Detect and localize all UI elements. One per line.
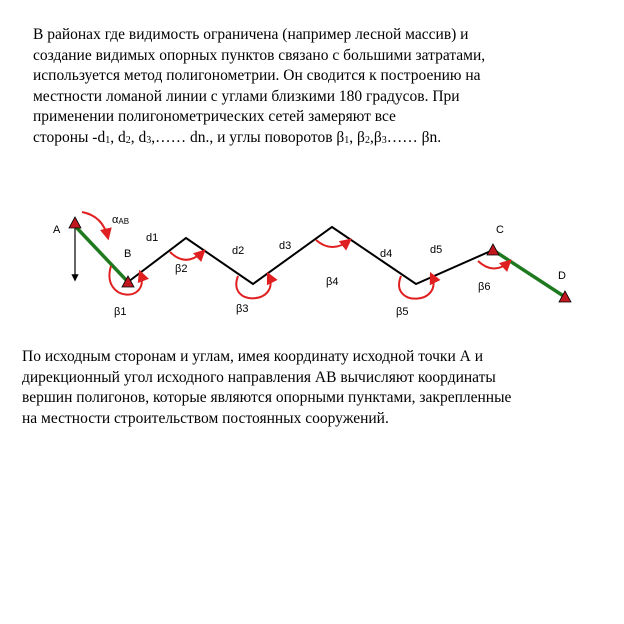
beta6-arc (478, 261, 510, 269)
subscript: 3 (146, 134, 152, 146)
side-label-d5: d5 (430, 244, 443, 256)
angle-label-beta2: β2 (175, 263, 188, 275)
text-run: ,β (369, 128, 382, 146)
conclusion-paragraph (22, 347, 511, 429)
intro-line-2: создание видимых опорных пунктов связано с большими затратами, (33, 46, 486, 64)
station-a-marker (69, 217, 81, 228)
text-run: ,…… dn., и углы поворотов β (151, 128, 345, 146)
angle-label-beta3: β3 (236, 303, 249, 315)
angle-label-beta1: β1 (114, 306, 127, 318)
point-label-d: D (558, 270, 566, 282)
conclusion-line-2: дирекционный угол исходного направления АВ вычисляют координаты (22, 368, 496, 386)
beta4-arc (316, 240, 350, 247)
subscript: 1 (105, 134, 111, 146)
text-run: …… βn. (386, 128, 442, 146)
alpha-ab-label (112, 214, 129, 226)
side-label-d4: d4 (380, 248, 393, 260)
conclusion-line-3: вершин полигонов, которые являются опорными пунктами, закрепленные (22, 389, 512, 406)
text-run: стороны -d (33, 128, 106, 146)
point-label-c: C (496, 224, 504, 236)
text-run: , d (130, 128, 147, 146)
angle-label-beta4: β4 (326, 276, 339, 288)
intro-line-6 (33, 128, 485, 152)
known-side-cd (493, 250, 565, 297)
intro-line-4: местности ломаной линии с углами близкими 180 градусов. При (33, 87, 460, 105)
subscript: 2 (364, 134, 370, 146)
alpha-symbol: α (112, 214, 119, 226)
text-run: , β (349, 128, 365, 146)
angle-label-beta5: β5 (396, 306, 409, 318)
side-label-d2: d2 (232, 245, 245, 257)
intro-line-5: применении полигонометрических сетей замеряют все (33, 108, 396, 125)
known-side-ab (75, 226, 128, 282)
point-label-a: A (53, 224, 61, 236)
intro-line-1: В районах где видимость ограничена (например лесной массив) и (33, 26, 469, 43)
subscript: 2 (125, 134, 131, 146)
alpha-subscript: AB (118, 217, 130, 226)
side-label-d3: d3 (279, 240, 292, 252)
side-label-d1: d1 (146, 232, 159, 244)
text-run: , d (110, 128, 126, 146)
subscript: 1 (344, 134, 350, 146)
conclusion-line-1: По исходным сторонам и углам, имея координату исходной точки А и (22, 348, 483, 365)
conclusion-line-4: на местности строительством постоянных сооружений. (22, 409, 389, 427)
point-label-b: B (124, 248, 132, 260)
subscript: 3 (381, 134, 387, 146)
angle-label-beta6: β6 (478, 281, 491, 293)
intro-paragraph (33, 25, 485, 151)
alpha-ab-arc (82, 212, 108, 238)
polygonometry-traverse-diagram (0, 195, 624, 325)
beta2-arc (170, 251, 204, 260)
beta3-arc (236, 274, 270, 298)
station-c-marker (487, 244, 499, 255)
intro-line-3: используется метод полигонометрии. Он сводится к построению на (33, 67, 481, 84)
